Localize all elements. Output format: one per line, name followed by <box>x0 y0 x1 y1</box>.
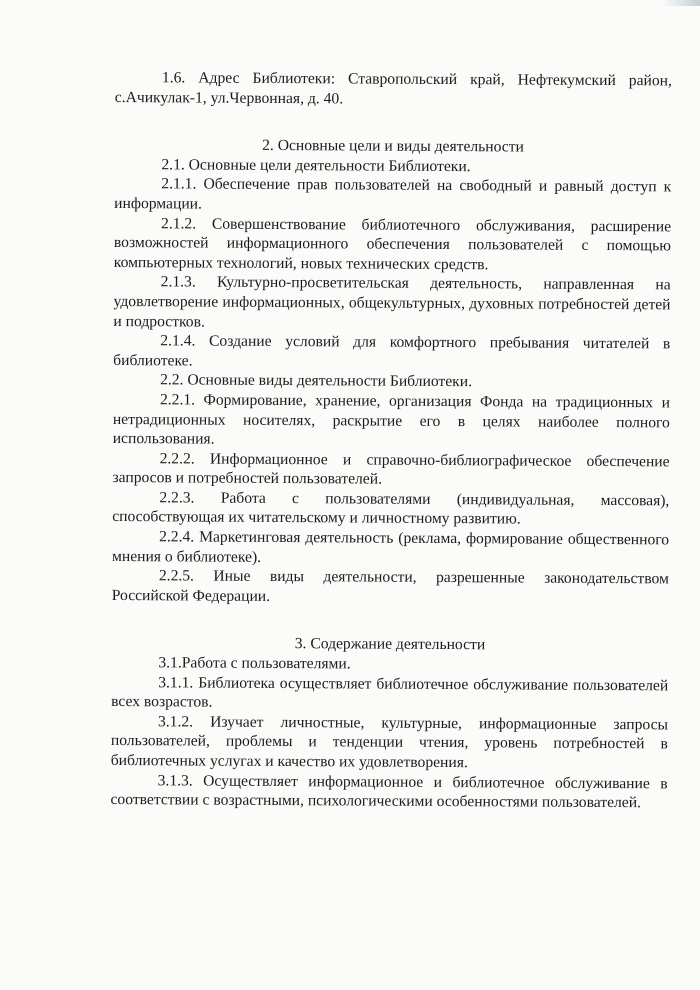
paragraph-2-2-2: 2.2.2. Информационное и справочно-библиографическое обеспечение запросов и потребностей пользователей. <box>112 449 670 488</box>
paragraph-1-6: 1.6. Адрес Библиотеки: Ставропольский край, Нефтекумский район, с.Ачикулак-1, ул.Червонная, д. 40. <box>114 69 672 107</box>
paragraph-2-2-5: 2.2.5. Иные виды деятельности, разрешенные законодательством Российской Федерации. <box>111 567 669 605</box>
document-body <box>110 68 672 813</box>
paragraph-2-1-2: 2.1.2. Совершенствование библиотечного обслуживания, расширение возможностей информационного обеспечения пользователей с помощью компьютерных технологий, новых технических средств. <box>113 214 672 274</box>
paragraph-3-1-1: 3.1.1. Библиотека осуществляет библиотечное обслуживание пользователей всех возрастов. <box>111 673 669 711</box>
paragraph-2-1-4: 2.1.4. Создание условий для комфортного пребывания читателей в библиотеке. <box>113 332 671 370</box>
section-2-heading: 2. Основные цели и виды деятельности <box>262 137 524 156</box>
paragraph-2-2: 2.2. Основные виды деятельности Библиотеки. <box>160 371 473 391</box>
paragraph-2-1-1: 2.1.1. Обеспечение прав пользователей на свободный и равный доступ к информации. <box>114 175 672 213</box>
paragraph-2-1: 2.1. Основные цели деятельности Библиотеки. <box>161 156 471 175</box>
paragraph-3-1-2: 3.1.2. Изучает личностные, культурные, информационные запросы пользователей, проблемы и тенденции чтения, уровень потребностей в библиотечных услугах и качество их удовлетворения. <box>110 713 669 772</box>
paragraph-2-2-3: 2.2.3. Работа с пользователями (индивидуальная, массовая), способствующая их читательскому и личностному развитию. <box>112 489 670 528</box>
paragraph-3-1-3: 3.1.3. Осуществляет информационное и библиотечное обслуживание в соответствии с возрастными, психологическими особенностями пользователей. <box>110 771 668 812</box>
paragraph-2-2-1: 2.2.1. Формирование, хранение, организация Фонда на традиционных и нетрадиционных носителях, раскрытие его в целях наиболее полного использования. <box>112 391 671 448</box>
paragraph-2-2-4: 2.2.4. Маркетинговая деятельность (реклама, формирование общественного мнения о библиотеке). <box>111 528 670 566</box>
paragraph-3-1: 3.1.Работа с пользователями. <box>158 654 351 673</box>
paragraph-2-1-3: 2.1.3. Культурно-просветительская деятельность, направленная на удовлетворение информационных, общекультурных, духовных потребностей детей и подростков. <box>113 273 671 331</box>
scan-edge-mark <box>662 0 700 6</box>
section-3-heading: 3. Содержание деятельности <box>294 635 486 654</box>
